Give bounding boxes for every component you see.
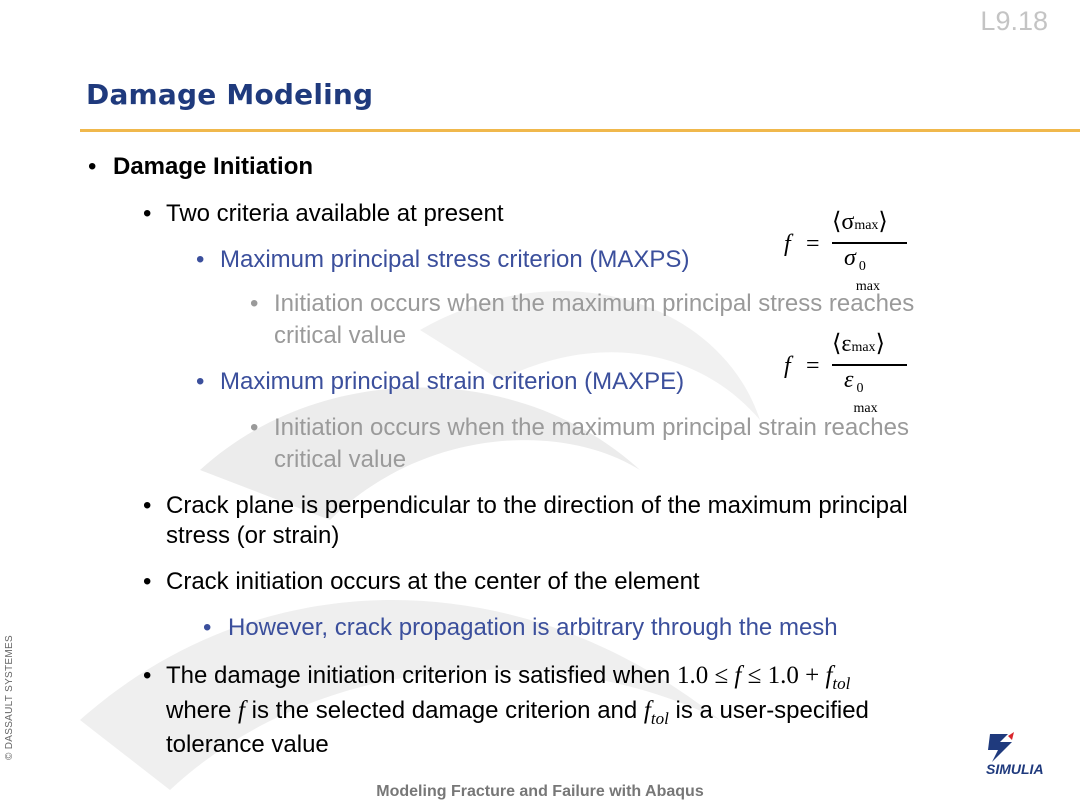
bullet-crack-plane-line2: stress (or strain) <box>166 522 340 549</box>
maxpe-description-line1: Initiation occurs when the maximum principal strain reaches <box>274 414 909 441</box>
formula-numerator: ⟨εmax⟩ <box>832 331 885 357</box>
bullet-crack-propagation: However, crack propagation is arbitrary through the mesh <box>228 614 838 641</box>
formula-f: f <box>784 231 791 257</box>
copyright-text: © DASSAULT SYSTEMES <box>4 635 15 760</box>
page-title: Damage Modeling <box>86 78 374 111</box>
bullet-two-criteria: Two criteria available at present <box>166 200 504 227</box>
slide-number: L9.18 <box>980 6 1048 36</box>
maxps-description-line2: critical value <box>274 322 407 349</box>
bullet-dot: • <box>143 662 152 689</box>
fraction-bar <box>832 364 907 366</box>
formula-denominator: σ 0 max <box>844 245 880 294</box>
title-divider <box>80 129 1080 132</box>
footer-text: Modeling Fracture and Failure with Abaqus <box>376 783 704 800</box>
bullet-crack-plane-line1: Crack plane is perpendicular to the direction of the maximum principal <box>166 492 908 519</box>
bullet-dot: • <box>196 368 205 395</box>
bullet-dot: • <box>196 246 205 273</box>
bullet-dot: • <box>88 153 97 180</box>
fraction-bar <box>832 242 907 244</box>
formula-equals: = <box>806 353 820 379</box>
bullet-criterion-line1: The damage initiation criterion is satisfied when $1.0 \le f \le 1.0 + f_{tol}$ <box>166 662 851 693</box>
formula-numerator: ⟨σmax⟩ <box>832 209 888 235</box>
bullet-dot: • <box>250 414 259 441</box>
maxps-formula <box>780 205 920 294</box>
bullet-maxpe: Maximum principal strain criterion (MAXPE) <box>220 368 685 395</box>
simulia-logo <box>978 728 1058 780</box>
maxps-description-line1: Initiation occurs when the maximum principal stress reaches <box>274 290 915 317</box>
bullet-dot: • <box>143 200 152 227</box>
formula-denominator: ε 0 max <box>844 367 878 416</box>
maxpe-formula <box>780 327 920 416</box>
bullet-criterion-line3: tolerance value <box>166 731 329 758</box>
bullet-dot: • <box>143 492 152 519</box>
maxpe-description-line2: critical value <box>274 446 407 473</box>
bullet-criterion-line2: where f is the selected damage criterion and $f_{tol}$ is a user-specified <box>166 697 869 728</box>
formula-equals: = <box>806 231 820 257</box>
bullet-dot: • <box>250 290 259 317</box>
bullet-crack-initiation: Crack initiation occurs at the center of the element <box>166 568 700 595</box>
bullet-maxps: Maximum principal stress criterion (MAXPS) <box>220 246 690 273</box>
bullet-dot: • <box>143 568 152 595</box>
formula-f: f <box>784 353 791 379</box>
bullet-dot: • <box>203 614 212 641</box>
bullet-damage-initiation: Damage Initiation <box>113 153 314 180</box>
svg-text:SIMULIA: SIMULIA <box>986 761 1044 777</box>
